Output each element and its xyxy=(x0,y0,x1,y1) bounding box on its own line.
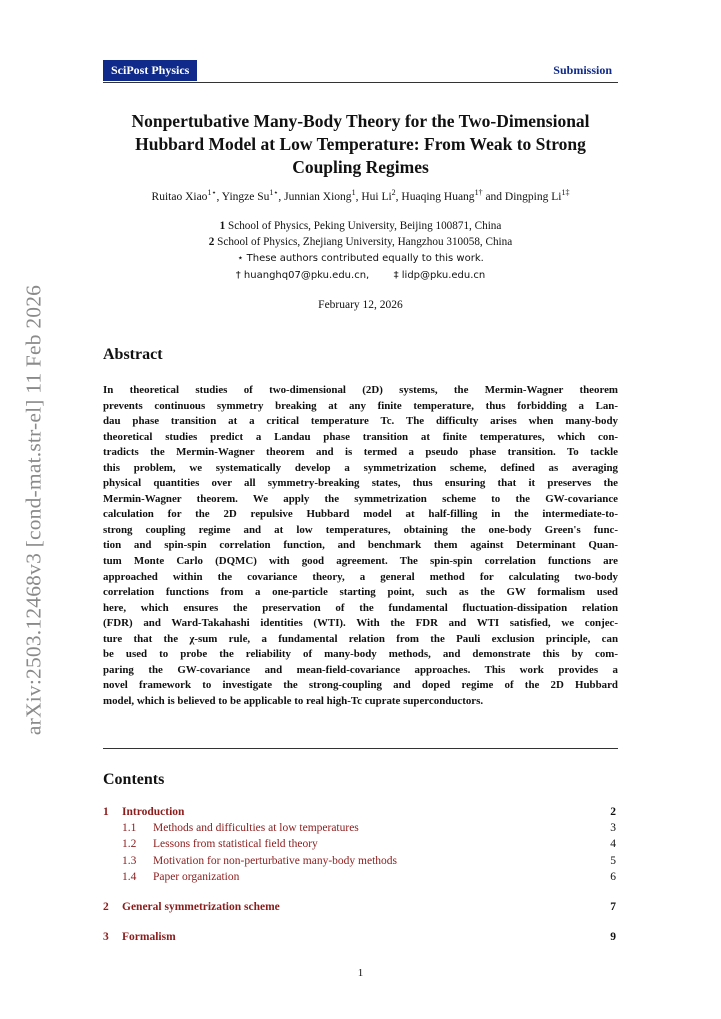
title-line: Nonpertubative Many-Body Theory for the Two-Dimensional xyxy=(131,111,590,131)
toc-number: 1.1 xyxy=(122,822,137,834)
toc-number: 1 xyxy=(103,806,109,818)
email-link[interactable]: ‡ lidp@pku.edu.cn xyxy=(393,270,486,281)
section-divider xyxy=(103,748,618,749)
author-name: Hui Li xyxy=(361,190,392,203)
author-separator: , xyxy=(355,190,362,203)
journal-badge[interactable]: SciPost Physics xyxy=(103,60,197,81)
abstract-line: approached within the covariance theory, a general method for calculating two-body xyxy=(103,570,618,583)
submission-label: Submission xyxy=(553,63,612,77)
toc-number: 3 xyxy=(103,931,109,943)
toc-title[interactable]: Motivation for non-perturbative many-body methods xyxy=(153,855,398,867)
abstract-line: ture that the χ-sum rule, a fundamental relation from the Pauli exclusion principle, can xyxy=(103,632,618,645)
abstract-line: be used to probe the reliability of many-body methods, and demonstrate this by com- xyxy=(103,648,618,661)
abstract-line: (FDR) and Ward-Takahashi identities (WTI). With the FDR and WTI satisfied, we conjec- xyxy=(103,617,618,630)
toc-entry-organization[interactable] xyxy=(103,871,618,887)
affiliation-number: 2 xyxy=(208,236,215,248)
author-mark: 1‡ xyxy=(561,188,570,197)
abstract-line: here, which ensures the preservation of the fundamental fluctuation-dissipation relation xyxy=(103,601,618,614)
toc-title[interactable]: Paper organization xyxy=(153,871,240,883)
author-name: Ruitao Xiao xyxy=(151,190,208,203)
author-separator: , xyxy=(395,190,402,203)
author-separator: , xyxy=(278,190,285,203)
toc-title[interactable]: Methods and difficulties at low temperatures xyxy=(153,822,359,834)
toc-entry-motivation[interactable] xyxy=(103,855,618,871)
abstract-heading: Abstract xyxy=(103,346,163,363)
abstract-line: theoretical studies predict a Landau phase transition at finite temperatures, which con- xyxy=(103,430,618,443)
toc-page: 6 xyxy=(610,871,616,883)
toc-title[interactable]: Introduction xyxy=(122,806,185,818)
toc-entry-symmetrization[interactable] xyxy=(103,901,618,917)
equal-contribution-text: ⋆ These authors contributed equally to this work. xyxy=(237,253,484,264)
affiliation-text: School of Physics, Zhejiang University, Hangzhou 310058, China xyxy=(217,236,513,248)
author-mark: 1 xyxy=(351,188,356,197)
toc-number: 2 xyxy=(103,901,109,913)
paper-title xyxy=(103,110,618,179)
toc-page: 4 xyxy=(610,838,616,850)
abstract-line: prevents continuous symmetry breaking at any finite temperature, thus forbidding a Lan- xyxy=(103,399,618,412)
toc-number: 1.3 xyxy=(122,855,137,867)
abstract-line: In theoretical studies of two-dimensional (2D) systems, the Mermin-Wagner theorem xyxy=(103,384,618,396)
abstract-line: tum Monte Carlo (DQMC) with good agreement. The spin-spin correlation functions are xyxy=(103,555,618,568)
email-link[interactable]: † huanghq07@pku.edu.cn, xyxy=(235,270,370,281)
toc-page: 3 xyxy=(610,822,616,834)
author-mark: 1⋆ xyxy=(269,188,279,197)
toc-page: 5 xyxy=(610,855,616,867)
toc-entry-methods[interactable] xyxy=(103,822,618,838)
abstract-line: dau phase transition at a critical temperature Tc. The difficulty arises when many-body xyxy=(103,415,618,428)
abstract-line: physical quantities over all symmetry-breaking states, thus ensuring that it preserves the xyxy=(103,477,618,490)
abstract-line: calculation for the 2D repulsive Hubbard model at half-filling in the intermediate-to- xyxy=(103,508,618,521)
arxiv-identifier-text: arXiv:2503.12468v3 [cond-mat.str-el] 11 Feb 2026 xyxy=(21,284,46,736)
affiliation-2 xyxy=(103,236,618,248)
abstract-line: tion and spin-spin correlation function, and benchmark them against Determinant Quan- xyxy=(103,539,618,552)
page-number: 1 xyxy=(357,967,364,979)
abstract-line: tradicts the Mermin-Wagner theorem and is termed a pseudo phase transition. To tackle xyxy=(103,446,618,459)
author-name: Huaqing Huang xyxy=(401,190,475,203)
abstract-line: correlation functions from a one-particle starting point, such as the GW formalism used xyxy=(103,586,618,599)
abstract-line: Mermin-Wagner theorem. We apply the symmetrization scheme to the GW-covariance xyxy=(103,492,618,505)
author-separator: , xyxy=(216,190,222,203)
abstract-line: strong coupling regime and at low temperatures, obtaining the one-body Green's func- xyxy=(103,523,618,536)
author-list xyxy=(103,188,618,203)
author-mark: 2 xyxy=(391,188,396,197)
affiliation-1 xyxy=(103,220,618,232)
title-line: Hubbard Model at Low Temperature: From Weak to Strong xyxy=(135,134,586,154)
toc-page: 7 xyxy=(610,901,616,913)
toc-entry-lessons[interactable] xyxy=(103,838,618,854)
publication-date: February 12, 2026 xyxy=(318,299,403,311)
author-name: Yingze Su xyxy=(221,190,270,203)
author-mark: 1† xyxy=(474,188,483,197)
toc-entry-formalism[interactable] xyxy=(103,931,618,947)
toc-number: 1.2 xyxy=(122,838,137,850)
toc-title[interactable]: Lessons from statistical field theory xyxy=(153,838,318,850)
toc-title[interactable]: General symmetrization scheme xyxy=(122,901,280,913)
toc-title[interactable]: Formalism xyxy=(122,931,176,943)
abstract-line: paring the GW-covariance and mean-field-covariance approaches. This work provides a xyxy=(103,663,618,676)
abstract-body xyxy=(103,383,618,709)
author-separator: and xyxy=(482,190,505,203)
abstract-line: model, which is believed to be applicable to real high-Tc cuprate superconductors. xyxy=(103,694,484,707)
affiliation-text: School of Physics, Peking University, Beijing 100871, China xyxy=(228,220,502,232)
author-mark: 1⋆ xyxy=(207,188,217,197)
toc-entry-introduction[interactable] xyxy=(103,806,618,822)
toc-page: 2 xyxy=(610,806,616,818)
equal-contribution-note xyxy=(103,253,618,264)
title-line: Coupling Regimes xyxy=(292,157,429,177)
abstract-line: novel framework to investigate the strong-coupling and doped regime of the 2D Hubbard xyxy=(103,679,618,692)
author-name: Junnian Xiong xyxy=(284,190,352,203)
abstract-line: this problem, we systematically develop a symmetrization scheme, defined as averaging xyxy=(103,461,618,474)
affiliation-number: 1 xyxy=(219,220,226,232)
page-header xyxy=(103,60,618,83)
toc-number: 1.4 xyxy=(122,871,137,883)
author-name: Dingping Li xyxy=(504,190,562,203)
toc-page: 9 xyxy=(610,931,616,943)
corresponding-emails xyxy=(103,270,618,281)
contents-heading: Contents xyxy=(103,771,165,788)
